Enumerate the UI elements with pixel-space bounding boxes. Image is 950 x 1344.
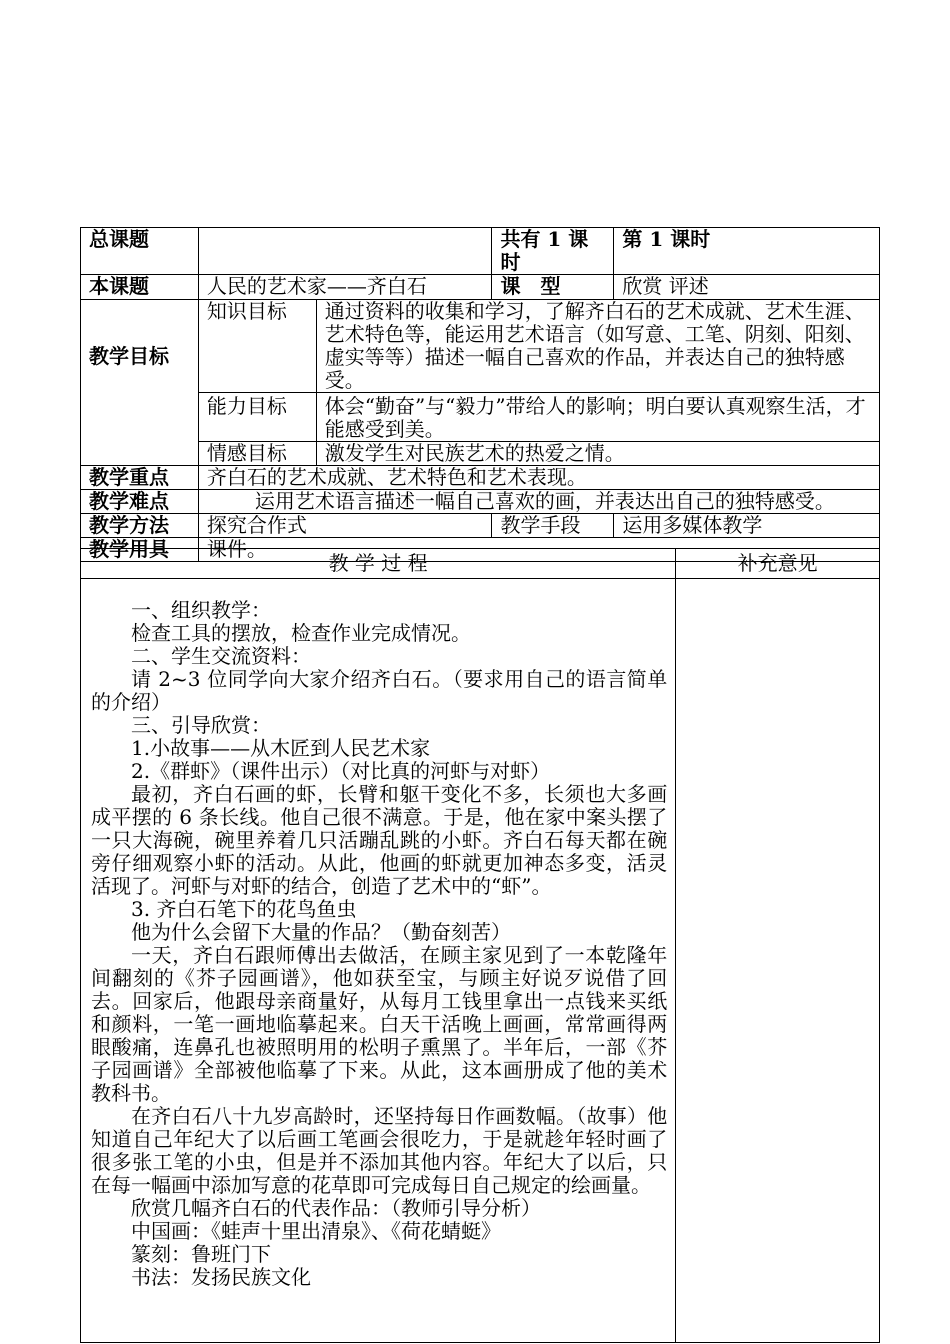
supplement-content [676, 579, 880, 1343]
process-paragraph: 他为什么会留下大量的作品？（勤奋刻苦） [131, 920, 511, 944]
method-row [81, 514, 880, 538]
process-paragraph: 在齐白石八十九岁高龄时，还坚持每日作画数幅。（故事）他知道自己年纪大了以后画工笔画会很吃力，于是就趁年轻时画了很多张工笔的小虫，但是并不添加其他内容。年纪大了以后，只在每一幅画中添加写意的花草即可完成每日自己规定的绘画量。 [91, 1104, 668, 1197]
process-paragraph: 书法：发扬民族文化 [131, 1265, 311, 1289]
objectives-label [81, 300, 199, 466]
difficulty-cell [198, 490, 879, 514]
total-lessons: 共有 1 课时 [492, 228, 614, 275]
difficulty-text: 运用艺术语言描述一幅自己喜欢的画，并表达出自己的独特感受。 [254, 489, 835, 513]
process-header: 教 学 过 程 [81, 549, 676, 579]
objective-text: 通过资料的收集和学习，了解齐白石的艺术成就、艺术生涯、艺术特色等，能运用艺术语言（如写意、工笔、阴刻、阳刻、虚实等等）描述一幅自己喜欢的作品，并表达自己的独特感受。 [316, 300, 879, 393]
process-body-row [81, 579, 880, 1343]
objective-label: 情感目标 [198, 442, 316, 466]
overall-title-row [81, 228, 880, 275]
objective-ability-row [81, 393, 880, 442]
objective-label: 知识目标 [198, 300, 316, 393]
process-paragraph: 2.《群虾》（课件出示）（对比真的河虾与对虾） [131, 759, 551, 783]
means-text: 运用多媒体教学 [614, 514, 880, 538]
key-point-label: 教学重点 [81, 466, 199, 490]
supplement-header: 补充意见 [676, 549, 880, 579]
process-paragraph: 请 2~3 位同学向大家介绍齐白石。（要求用自己的语言简单的介绍） [91, 667, 668, 714]
method-label: 教学方法 [81, 514, 199, 538]
method-text: 探究合作式 [198, 514, 492, 538]
key-point-row [81, 466, 880, 490]
lesson-info-table [80, 227, 880, 562]
process-paragraph: 检查工具的摆放，检查作业完成情况。 [131, 621, 471, 645]
objective-knowledge-row [81, 300, 880, 393]
difficulty-label: 教学难点 [81, 490, 199, 514]
lesson-title-row [81, 275, 880, 300]
process-paragraph: 欣赏几幅齐白石的代表作品：（教师引导分析） [131, 1196, 541, 1220]
objectives-label-text: 教学目标 [89, 343, 169, 368]
lesson-type-value: 欣赏 评述 [614, 275, 880, 300]
means-label: 教学手段 [492, 514, 614, 538]
lesson-title-value: 人民的艺术家——齐白石 [198, 275, 492, 300]
process-paragraph: 一、组织教学： [131, 598, 271, 622]
lesson-number: 第 1 课时 [614, 228, 880, 275]
process-paragraph: 中国画：《蛙声十里出清泉》、《荷花蜻蜓》 [131, 1219, 501, 1243]
teaching-process-table [80, 548, 880, 1343]
tools-text: 课件。 [198, 538, 879, 562]
process-paragraph: 一天，齐白石跟师傅出去做活，在顾主家见到了一本乾隆年间翻刻的《芥子园画谱》，他如获至宝，与顾主好说歹说借了回去。回家后，他跟母亲商量好，从每月工钱里拿出一点钱来买纸和颜料，一笔一画地临摹起来。白天干活晚上画画，常常画得两眼酸痛，连鼻孔也被照明用的松明子熏黑了。半年后，一部《芥子园画谱》全部被他临摹了下来。从此，这本画册成了他的美术教科书。 [91, 943, 668, 1105]
key-point-text: 齐白石的艺术成就、艺术特色和艺术表现。 [198, 466, 879, 490]
lesson-type-label: 课 型 [492, 275, 614, 300]
lesson-title-label: 本课题 [81, 275, 199, 300]
process-content [81, 579, 676, 1343]
process-paragraph: 3. 齐白石笔下的花鸟鱼虫 [131, 897, 357, 921]
overall-title-label: 总课题 [81, 228, 199, 275]
process-paragraph: 二、学生交流资料： [131, 644, 311, 668]
objective-text: 体会“勤奋”与“毅力”带给人的影响；明白要认真观察生活，才能感受到美。 [316, 393, 879, 442]
difficulty-row [81, 490, 880, 514]
tools-label: 教学用具 [81, 538, 199, 562]
process-paragraph: 三、引导欣赏： [131, 713, 271, 737]
process-paragraph: 最初，齐白石画的虾，长臂和躯干变化不多，长须也大多画成平摆的 6 条长线。他自己很不满意。于是，他在家中案头摆了一只大海碗，碗里养着几只活蹦乱跳的小虾。齐白石每天都在碗旁仔细观察小虾的活动。从此，他画的虾就更加神态多变，活灵活现了。河虾与对虾的结合，创造了艺术中的“虾”。 [91, 782, 668, 898]
objective-label: 能力目标 [198, 393, 316, 442]
process-header-row [81, 549, 880, 579]
process-paragraph: 1.小故事——从木匠到人民艺术家 [131, 736, 431, 760]
overall-title-value [198, 228, 492, 275]
objective-text: 激发学生对民族艺术的热爱之情。 [316, 442, 879, 466]
process-paragraph: 篆刻：鲁班门下 [131, 1242, 271, 1266]
objective-emotion-row [81, 442, 880, 466]
